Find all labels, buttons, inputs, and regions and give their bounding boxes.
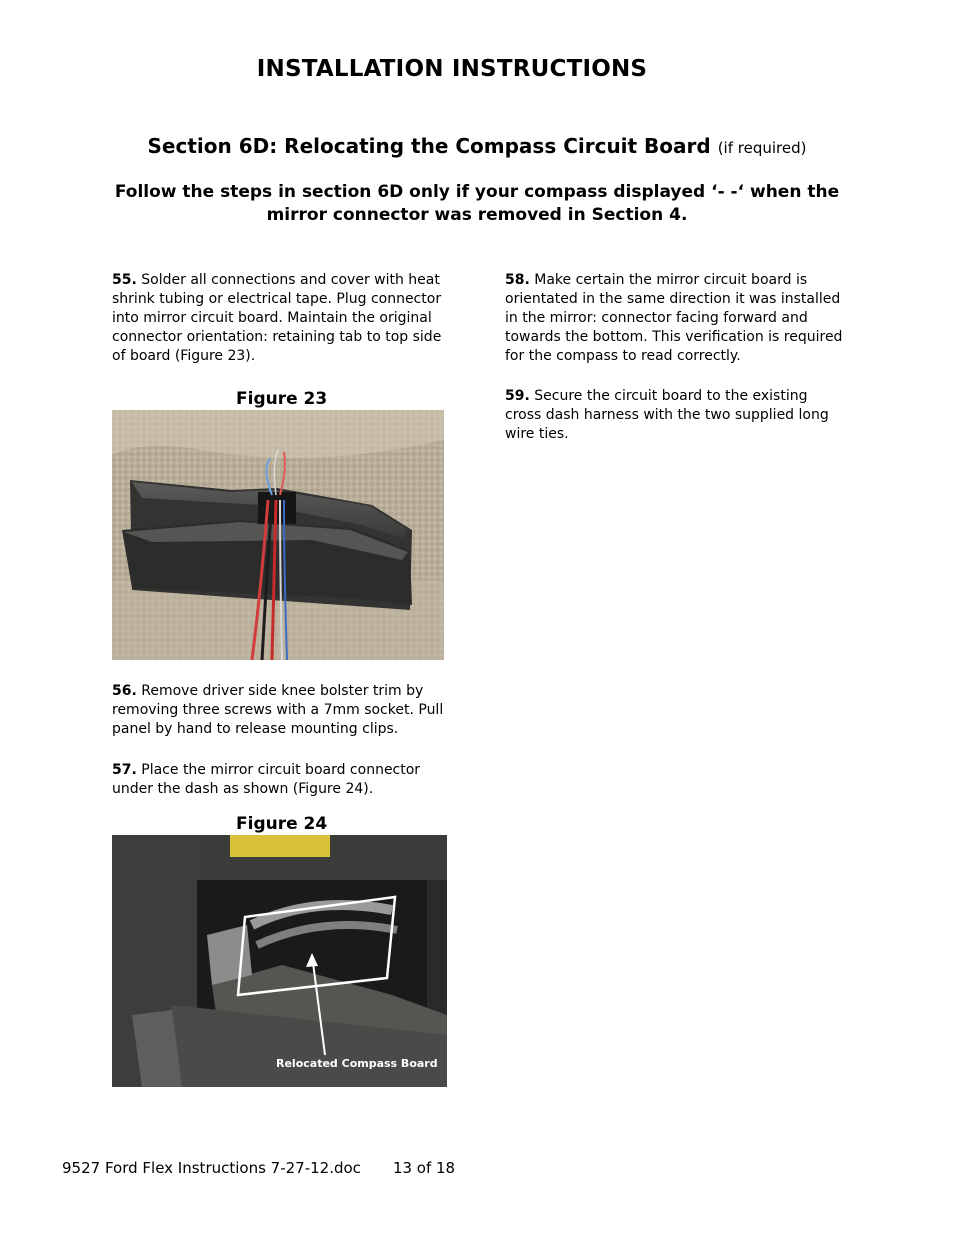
step-number: 56. (112, 683, 137, 699)
step-55 (112, 271, 447, 366)
figure-24-label: Figure 24 (236, 814, 328, 834)
under-dash-image (112, 835, 447, 1087)
step-56 (112, 682, 447, 739)
notice-text: Follow the steps in section 6D only if your compass displayed ‘- -‘ when the mirror connector was removed in Section 4. (114, 182, 840, 225)
step-58 (505, 271, 845, 366)
figure-24-photo (112, 835, 447, 1087)
figure-23-photo (112, 410, 444, 660)
step-59 (505, 387, 845, 444)
step-text: Make certain the mirror circuit board is orientated in the same direction it was installed in the mirror: connector facing forward and towards the bottom. This verification is required for the compass to read correctly. (505, 272, 843, 364)
step-text: Remove driver side knee bolster trim by removing three screws with a 7mm socket. Pull panel by hand to release mounting clips. (112, 683, 444, 737)
section-heading (0, 134, 954, 158)
figure-24-annotation: Relocated Compass Board (276, 1057, 438, 1070)
page-footer (62, 1159, 455, 1177)
step-number: 59. (505, 388, 530, 404)
figure-23-label: Figure 23 (236, 389, 328, 409)
step-text: Secure the circuit board to the existing cross dash harness with the two supplied long wire ties. (505, 388, 829, 442)
section-qualifier: (if required) (717, 139, 807, 157)
step-number: 57. (112, 762, 137, 778)
page-title: INSTALLATION INSTRUCTIONS (256, 56, 648, 82)
footer-filename: 9527 Ford Flex Instructions 7-27-12.doc (62, 1159, 361, 1177)
step-57 (112, 761, 447, 799)
footer-page-number: 13 of 18 (392, 1159, 456, 1177)
step-number: 55. (112, 272, 137, 288)
foam-board-wiring-image (112, 410, 444, 660)
step-text: Place the mirror circuit board connector under the dash as shown (Figure 24). (112, 762, 421, 797)
section-heading-text: Section 6D: Relocating the Compass Circuit Board (147, 134, 711, 158)
step-number: 58. (505, 272, 530, 288)
step-text: Solder all connections and cover with heat shrink tubing or electrical tape. Plug connector into mirror circuit board. Maintain the original connector orientation: retaining tab to top side of board (Figure 23). (112, 272, 442, 364)
